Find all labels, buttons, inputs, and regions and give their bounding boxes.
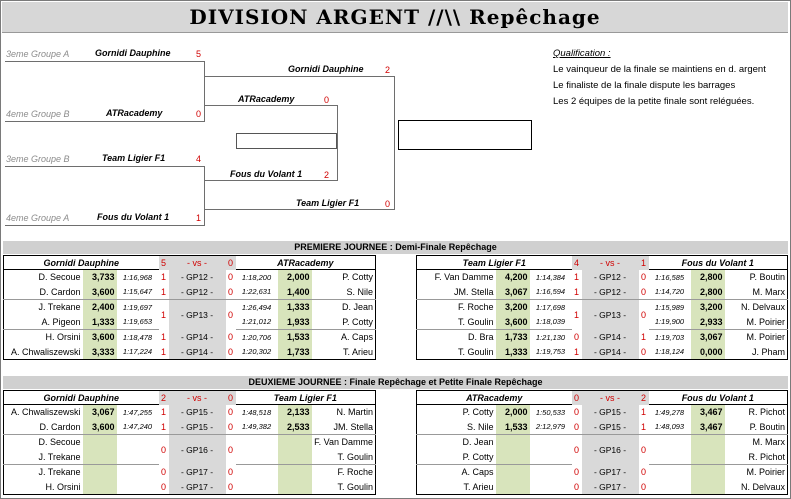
driver-points: 4,200	[496, 270, 530, 285]
table-row	[4, 435, 376, 450]
driver-name: P. Cotty	[417, 450, 496, 465]
lap-time	[649, 465, 691, 480]
gp-score: 0	[641, 467, 647, 477]
driver-points	[496, 450, 530, 465]
driver-points: 3,467	[691, 405, 725, 420]
bracket-score: 2	[324, 170, 330, 180]
lap-time: 1:50,533	[535, 407, 566, 417]
gp-score: 0	[640, 309, 646, 320]
driver-name: P. Cotty	[462, 407, 494, 418]
lap-time: 1:19,703	[654, 332, 685, 342]
lap-time: 1:14,720	[649, 285, 691, 300]
home-team-header: ATRacademy	[417, 391, 572, 405]
away-total-score: 2	[639, 391, 649, 405]
driver-points	[691, 480, 725, 495]
bracket-team: Team Ligier F1	[102, 153, 166, 163]
qualification-line: Les 2 équipes de la petite finale sont reléguées.	[553, 96, 755, 107]
driver-name: S. Nile	[312, 285, 376, 300]
gp-label: - GP17 -	[582, 465, 639, 480]
lap-time	[236, 450, 278, 465]
gp-label: - GP12 -	[169, 270, 226, 285]
lap-time: 1:47,240	[117, 420, 159, 435]
table-row	[417, 285, 788, 300]
driver-name: J. Pham	[752, 346, 786, 357]
lap-time: 1:16,968	[122, 272, 153, 282]
gp-score: 0	[226, 285, 236, 300]
group-label: 3eme Groupe B	[6, 154, 70, 164]
gp-score: 0	[573, 332, 579, 342]
gp-label: - GP17 -	[169, 465, 226, 480]
driver-name: R. Pichot	[725, 450, 788, 465]
lap-time	[649, 435, 691, 450]
home-team-header: Team Ligier F1	[417, 256, 572, 270]
lap-time: 1:48,093	[649, 420, 691, 435]
lap-time	[117, 450, 159, 465]
driver-points	[83, 465, 117, 480]
driver-points: 1,333	[83, 315, 117, 330]
lap-time: 1:19,753	[535, 347, 566, 357]
table-row	[4, 480, 376, 495]
home-team-header: Gornidi Dauphine	[4, 256, 159, 270]
gp-label: - GP13 -	[582, 300, 639, 330]
driver-points: 3,200	[496, 300, 530, 315]
away-total-score: 0	[226, 391, 236, 405]
gp-label: - GP15 -	[582, 405, 639, 420]
driver-points: 1,733	[278, 345, 312, 360]
driver-name: F. Van Damme	[434, 272, 494, 283]
table-row	[4, 345, 376, 360]
driver-name: T. Arieu	[343, 346, 374, 357]
driver-name: M. Marx	[752, 437, 786, 448]
away-total-score: 0	[226, 256, 236, 270]
match-table	[3, 255, 376, 360]
gp-label: - GP13 -	[169, 300, 226, 330]
bracket-score: 5	[196, 49, 202, 59]
gp-label: - GP17 -	[169, 480, 226, 495]
driver-name: J. Trekane	[4, 450, 83, 465]
gp-score: 0	[161, 467, 167, 477]
driver-points	[278, 465, 312, 480]
lap-time: 1:49,382	[236, 420, 278, 435]
driver-points: 1,533	[496, 420, 530, 435]
gp-score: 0	[161, 481, 167, 492]
driver-points	[496, 435, 530, 450]
gp-score: 1	[573, 346, 579, 357]
lap-time: 1:22,631	[236, 285, 278, 300]
lap-time: 1:48,518	[241, 407, 272, 417]
lap-time: 1:19,697	[122, 302, 153, 312]
table-row	[417, 345, 788, 360]
lap-time: 1:18,478	[122, 332, 153, 342]
gp-score: 1	[573, 309, 579, 320]
driver-points	[691, 435, 725, 450]
away-team-header: ATRacademy	[236, 256, 376, 270]
lap-time: 1:20,302	[241, 347, 272, 357]
lap-time: 1:17,698	[535, 302, 566, 312]
table-row	[417, 300, 788, 315]
winner-box	[398, 120, 532, 150]
driver-name: J. Trekane	[38, 302, 81, 313]
table-row	[4, 300, 376, 315]
away-team-header: Team Ligier F1	[236, 391, 376, 405]
table-row	[4, 270, 376, 285]
driver-points: 3,600	[83, 330, 117, 345]
lap-time: 2:12,979	[530, 420, 572, 435]
driver-name: T. Arieu	[463, 481, 494, 492]
lap-time: 1:49,278	[654, 407, 685, 417]
gp-score: 1	[640, 332, 646, 342]
driver-name: JM. Stella	[417, 285, 496, 300]
bracket-team: Gornidi Dauphine	[288, 64, 364, 74]
gp-label: - GP15 -	[582, 420, 639, 435]
qualification-notes	[553, 46, 766, 110]
gp-score: 1	[161, 332, 167, 342]
home-total-score: 0	[572, 391, 582, 405]
driver-name: T. Goulin	[417, 315, 496, 330]
page-title-bar	[2, 2, 788, 33]
away-team-header: Fous du Volant 1	[649, 391, 788, 405]
table-row	[4, 285, 376, 300]
driver-name: A. Caps	[461, 467, 494, 478]
lap-time: 1:20,706	[241, 332, 272, 342]
match-table	[3, 390, 376, 495]
driver-points: 1,933	[278, 315, 312, 330]
gp-score: 0	[574, 407, 580, 417]
gp-score: 1	[161, 309, 167, 320]
gp-score: 1	[161, 407, 167, 417]
bracket-score: 0	[385, 199, 391, 209]
match-table	[416, 255, 788, 360]
driver-name: A. Chwaliszewski	[10, 346, 81, 357]
lap-time	[236, 435, 278, 450]
bracket-team: Fous du Volant 1	[230, 169, 303, 179]
driver-points: 2,000	[278, 270, 312, 285]
table-row	[4, 330, 376, 345]
gp-label: - GP14 -	[582, 330, 639, 345]
driver-points: 3,733	[83, 270, 117, 285]
lap-time	[117, 435, 159, 450]
bracket-team: Fous du Volant 1	[97, 212, 170, 222]
bracket-score: 0	[324, 95, 330, 105]
gp-score: 1	[159, 420, 169, 435]
lap-time: 1:19,653	[117, 315, 159, 330]
lap-time	[649, 450, 691, 465]
gp-score: 0	[639, 285, 649, 300]
driver-name: N. Delvaux	[741, 481, 786, 492]
driver-points	[691, 465, 725, 480]
gp-score: 0	[228, 272, 234, 282]
gp-score: 0	[228, 467, 234, 477]
table-row	[417, 435, 788, 450]
vs-label: - vs -	[169, 391, 226, 405]
driver-points: 2,533	[278, 420, 312, 435]
home-total-score: 2	[159, 391, 169, 405]
gp-score: 1	[641, 407, 647, 417]
gp-score: 0	[574, 444, 580, 455]
driver-name: M. Poirier	[725, 315, 788, 330]
driver-name: H. Orsini	[45, 332, 81, 343]
driver-name: S. Nile	[417, 420, 496, 435]
driver-points: 0,000	[691, 345, 725, 360]
bracket-score: 0	[196, 109, 202, 119]
driver-points: 2,800	[691, 270, 725, 285]
table-row	[417, 270, 788, 285]
gp-score: 0	[640, 272, 646, 282]
gp-score: 0	[228, 444, 234, 455]
lap-time: 1:19,900	[649, 315, 691, 330]
table-row	[417, 465, 788, 480]
gp-score: 0	[572, 420, 582, 435]
driver-points: 1,333	[496, 345, 530, 360]
driver-name: D. Secoue	[38, 437, 81, 448]
gp-score: 0	[228, 481, 234, 492]
driver-points	[83, 450, 117, 465]
gp-label: - GP15 -	[169, 405, 226, 420]
lap-time: 1:21,130	[535, 332, 566, 342]
gp-score: 1	[161, 272, 167, 282]
lap-time	[530, 465, 572, 480]
driver-name: F. Van Damme	[314, 437, 374, 448]
driver-points: 1,400	[278, 285, 312, 300]
gp-score: 0	[161, 444, 167, 455]
group-label: 4eme Groupe B	[6, 109, 70, 119]
gp-score: 0	[641, 481, 647, 492]
driver-name: P. Cotty	[342, 272, 374, 283]
lap-time: 1:14,384	[535, 272, 566, 282]
table-row	[417, 330, 788, 345]
page-title: DIVISION ARGENT //\\ Repêchage	[189, 5, 601, 29]
table-row	[417, 480, 788, 495]
driver-points: 2,400	[83, 300, 117, 315]
driver-points: 2,800	[691, 285, 725, 300]
driver-name: A. Pigeon	[4, 315, 83, 330]
home-team-header: Gornidi Dauphine	[4, 391, 159, 405]
driver-name: N. Martin	[336, 407, 374, 418]
gp-label: - GP17 -	[582, 480, 639, 495]
driver-points: 1,333	[278, 300, 312, 315]
gp-score: 0	[228, 346, 234, 357]
driver-name: T. Goulin	[457, 346, 494, 357]
bracket-team: Gornidi Dauphine	[95, 48, 171, 58]
driver-name: M. Poirier	[746, 332, 786, 343]
lap-time	[236, 480, 278, 495]
lap-time	[649, 480, 691, 495]
driver-name: JM. Stella	[312, 420, 376, 435]
driver-points: 3,067	[496, 285, 530, 300]
driver-name: D. Cardon	[4, 285, 83, 300]
driver-name: D. Bra	[467, 332, 494, 343]
driver-name: T. Goulin	[312, 450, 376, 465]
lap-time: 1:15,989	[654, 302, 685, 312]
away-team-header: Fous du Volant 1	[649, 256, 788, 270]
qualification-line: Le vainqueur de la finale se maintiens en d. argent	[553, 64, 766, 75]
gp-label: - GP15 -	[169, 420, 226, 435]
driver-name: H. Orsini	[45, 481, 81, 492]
lap-time: 1:26,494	[241, 302, 272, 312]
driver-points: 1,533	[278, 330, 312, 345]
gp-score: 0	[574, 481, 580, 492]
driver-name: F. Roche	[457, 302, 494, 313]
driver-points	[278, 435, 312, 450]
bracket-score: 2	[385, 65, 391, 75]
home-total-score: 5	[159, 256, 169, 270]
driver-name: M. Marx	[725, 285, 788, 300]
driver-name: P. Boutin	[749, 272, 786, 283]
away-total-score: 1	[639, 256, 649, 270]
lap-time	[236, 465, 278, 480]
driver-points: 3,600	[83, 420, 117, 435]
driver-name: D. Jean	[342, 302, 374, 313]
driver-points: 3,333	[83, 345, 117, 360]
driver-points: 3,600	[83, 285, 117, 300]
table-row	[417, 420, 788, 435]
lap-time: 1:21,012	[236, 315, 278, 330]
driver-points	[691, 450, 725, 465]
driver-name: D. Cardon	[4, 420, 83, 435]
driver-points	[83, 435, 117, 450]
vs-label: - vs -	[169, 256, 226, 270]
table-row	[4, 420, 376, 435]
table-row	[4, 405, 376, 420]
vs-label: - vs -	[582, 256, 639, 270]
lap-time: 1:16,585	[654, 272, 685, 282]
driver-name: M. Poirier	[746, 467, 786, 478]
driver-name: J. Trekane	[38, 467, 81, 478]
group-label: 4eme Groupe A	[6, 213, 70, 223]
driver-name: F. Roche	[337, 467, 374, 478]
driver-name: D. Jean	[462, 437, 494, 448]
qualification-title: Qualification :	[553, 48, 611, 59]
lap-time	[530, 435, 572, 450]
bracket-score: 1	[196, 213, 202, 223]
table-row	[4, 465, 376, 480]
driver-name: D. Secoue	[38, 272, 81, 283]
driver-points	[496, 465, 530, 480]
gp-score: 1	[639, 420, 649, 435]
gp-score: 1	[161, 346, 167, 357]
bracket-team: Team Ligier F1	[296, 198, 360, 208]
group-label: 3eme Groupe A	[6, 49, 70, 59]
driver-name: T. Goulin	[337, 481, 374, 492]
lap-time: 1:47,255	[122, 407, 153, 417]
lap-time	[117, 480, 159, 495]
lap-time	[117, 465, 159, 480]
driver-points: 3,067	[83, 405, 117, 420]
gp-score: 0	[228, 332, 234, 342]
gp-label: - GP12 -	[169, 285, 226, 300]
driver-points	[278, 450, 312, 465]
driver-points: 1,733	[496, 330, 530, 345]
driver-points: 2,133	[278, 405, 312, 420]
home-total-score: 4	[572, 256, 582, 270]
gp-label: - GP12 -	[582, 285, 639, 300]
gp-label: - GP12 -	[582, 270, 639, 285]
driver-points: 3,600	[496, 315, 530, 330]
driver-points	[278, 480, 312, 495]
driver-name: R. Pichot	[748, 407, 786, 418]
driver-name: N. Delvaux	[741, 302, 786, 313]
driver-points: 2,933	[691, 315, 725, 330]
gp-score: 0	[640, 346, 646, 357]
driver-name: P. Boutin	[725, 420, 788, 435]
gp-score: 1	[159, 285, 169, 300]
gp-score: 0	[226, 420, 236, 435]
match-table	[416, 390, 788, 495]
gp-label: - GP14 -	[582, 345, 639, 360]
driver-points: 3,200	[691, 300, 725, 315]
lap-time: 1:15,647	[117, 285, 159, 300]
lap-time: 1:18,200	[241, 272, 272, 282]
gp-score: 1	[572, 285, 582, 300]
gp-label: - GP16 -	[582, 435, 639, 465]
gp-score: 0	[641, 444, 647, 455]
driver-points	[83, 480, 117, 495]
lap-time: 1:18,124	[654, 347, 685, 357]
section-header-j2: DEUXIEME JOURNEE : Finale Repêchage et Petite Finale Repêchage	[3, 376, 788, 389]
lap-time: 1:16,594	[530, 285, 572, 300]
bracket-team: ATRacademy	[106, 108, 163, 118]
gp-score: 0	[228, 407, 234, 417]
gp-label: - GP14 -	[169, 330, 226, 345]
gp-label: - GP14 -	[169, 345, 226, 360]
driver-points: 3,067	[691, 330, 725, 345]
lap-time	[530, 480, 572, 495]
bracket-score: 4	[196, 154, 202, 164]
driver-name: A. Caps	[341, 332, 374, 343]
gp-label: - GP16 -	[169, 435, 226, 465]
gp-score: 1	[573, 272, 579, 282]
lap-time: 1:18,039	[530, 315, 572, 330]
table-row	[417, 405, 788, 420]
gp-score: 0	[228, 309, 234, 320]
petite-finale-winner-box	[236, 133, 337, 149]
qualification-line: Le finaliste de la finale dispute les barrages	[553, 80, 736, 91]
driver-points: 3,467	[691, 420, 725, 435]
vs-label: - vs -	[582, 391, 639, 405]
lap-time	[530, 450, 572, 465]
section-header-j1: PREMIERE JOURNEE : Demi-Finale Repêchage	[3, 241, 788, 254]
lap-time: 1:17,224	[122, 347, 153, 357]
driver-points: 2,000	[496, 405, 530, 420]
gp-score: 0	[574, 467, 580, 477]
bracket-team: ATRacademy	[238, 94, 295, 104]
driver-name: A. Chwaliszewski	[10, 407, 81, 418]
driver-points	[496, 480, 530, 495]
driver-name: P. Cotty	[312, 315, 376, 330]
